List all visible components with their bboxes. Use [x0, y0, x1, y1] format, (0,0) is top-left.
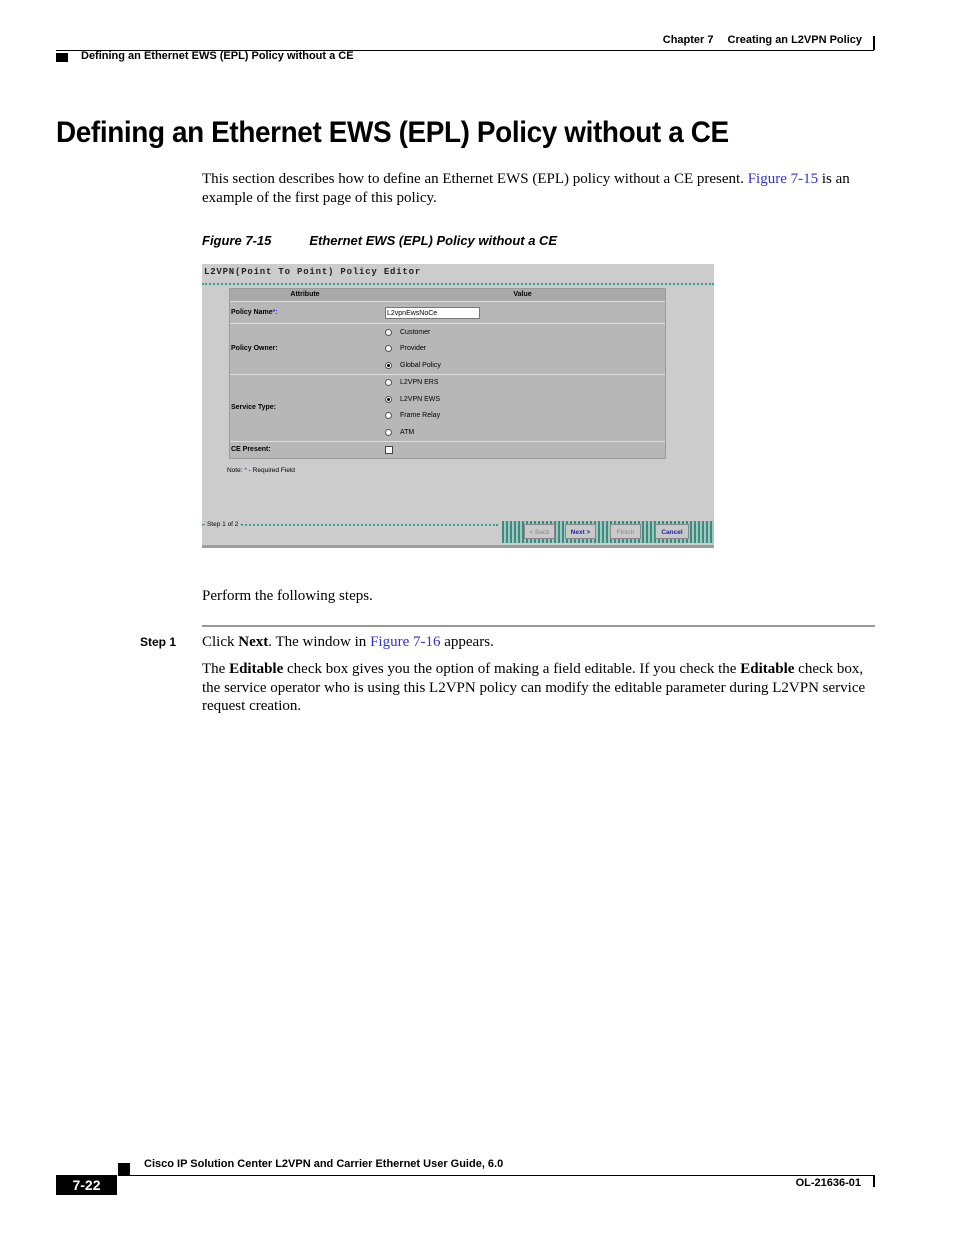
page-title: Defining an Ethernet EWS (EPL) Policy without a CE — [56, 116, 729, 149]
step-1-text: Click Next. The window in Figure 7-16 appears. — [202, 634, 494, 650]
figure-7-16-link[interactable]: Figure 7-16 — [370, 634, 441, 650]
header-section: Defining an Ethernet EWS (EPL) Policy without a CE — [81, 50, 354, 62]
owner-option-label: Customer — [400, 328, 431, 336]
attribute-table — [229, 288, 666, 459]
next-bold: Next — [238, 634, 269, 650]
service-type-row — [230, 374, 665, 441]
intro-paragraph — [202, 170, 875, 207]
header-tick — [873, 36, 875, 50]
ce-present-row — [230, 441, 665, 458]
step-indicator: - Step 1 of 2 - — [203, 521, 243, 528]
radio-button[interactable] — [385, 429, 392, 436]
wizard-button-bar — [502, 521, 714, 543]
table-header — [230, 289, 665, 301]
service-option-label: ATM — [400, 428, 415, 436]
policy-editor-screenshot — [202, 264, 714, 548]
ce-present-label: CE Present: — [231, 446, 271, 453]
perform-steps-text: Perform the following steps. — [202, 588, 373, 604]
ce-present-checkbox[interactable] — [385, 446, 393, 454]
service-option-label: L2VPN ERS — [400, 379, 439, 387]
policy-name-input[interactable]: L2vpnEwsNoCe — [385, 307, 480, 319]
owner-option[interactable] — [385, 341, 665, 358]
radio-button[interactable] — [385, 412, 392, 419]
footer-square — [118, 1163, 130, 1175]
service-option[interactable] — [385, 424, 665, 441]
policy-name-row — [230, 301, 665, 323]
editable-paragraph: The Editable check box gives you the option of making a field editable. If you check the Editable check box, the service operator who is using this L2VPN policy can modify the editable parameter during L2VPN service request creation. — [202, 661, 866, 714]
chapter-number: Chapter 7 — [662, 34, 714, 46]
service-option[interactable] — [385, 391, 665, 408]
intro-text-end: is an example of the first page of this policy. — [202, 171, 850, 206]
service-option-label: Frame Relay — [400, 412, 441, 420]
policy-owner-row — [230, 323, 665, 374]
required-marker: *: — [272, 309, 278, 316]
policy-owner-label: Policy Owner: — [231, 345, 278, 353]
editable-bold-2: Editable — [740, 661, 795, 677]
figure-number: Figure 7-15 — [202, 233, 272, 248]
owner-option[interactable] — [385, 324, 665, 341]
step-rule — [202, 625, 875, 627]
editor-window-title: L2VPN(Point To Point) Policy Editor — [204, 267, 422, 277]
radio-button[interactable] — [385, 362, 392, 369]
editable-bold: Editable — [229, 661, 284, 677]
attribute-column-header: Attribute — [290, 291, 320, 298]
policy-name-label: Policy Name *: — [231, 309, 278, 316]
radio-button[interactable] — [385, 345, 392, 352]
figure-caption — [202, 233, 557, 248]
service-type-options — [381, 375, 665, 441]
cancel-button[interactable]: Cancel — [655, 524, 689, 539]
header-square — [56, 53, 68, 62]
footer-rule — [118, 1175, 874, 1176]
header-chapter — [663, 34, 862, 46]
chapter-title: Creating an L2VPN Policy — [727, 34, 862, 46]
required-field-note: Note: * - Required Field — [227, 467, 295, 474]
value-column-header: Value — [513, 291, 532, 298]
page-number: 7-22 — [56, 1175, 117, 1195]
finish-button[interactable]: Finish — [610, 524, 641, 539]
figure-7-15-link[interactable]: Figure 7-15 — [747, 171, 819, 187]
service-option[interactable] — [385, 375, 665, 392]
service-type-label: Service Type: — [231, 404, 277, 411]
radio-button[interactable] — [385, 396, 392, 403]
intro-text: This section describes how to define an Ethernet EWS (EPL) policy without a CE present. — [202, 171, 748, 187]
dotted-divider — [202, 283, 714, 285]
step-dotted-line — [202, 524, 498, 526]
next-button[interactable]: Next > — [565, 524, 596, 539]
wizard-step-bar — [202, 521, 714, 543]
service-option-label: L2VPN EWS — [400, 395, 441, 403]
screenshot-bottom-rule — [202, 545, 714, 548]
owner-option-label: Provider — [400, 345, 427, 353]
owner-option-label: Global Policy — [400, 361, 441, 369]
step-1-label: Step 1 — [140, 635, 177, 649]
radio-button[interactable] — [385, 329, 392, 336]
owner-option[interactable] — [385, 357, 665, 374]
figure-title: Ethernet EWS (EPL) Policy without a CE — [309, 233, 558, 248]
policy-owner-options — [381, 324, 665, 374]
footer-guide-title: Cisco IP Solution Center L2VPN and Carrier Ethernet User Guide, 6.0 — [144, 1158, 504, 1170]
document-id: OL-21636-01 — [795, 1177, 861, 1189]
back-button[interactable]: < Back — [524, 524, 555, 539]
footer-tick — [873, 1175, 875, 1187]
service-option[interactable] — [385, 408, 665, 425]
radio-button[interactable] — [385, 379, 392, 386]
